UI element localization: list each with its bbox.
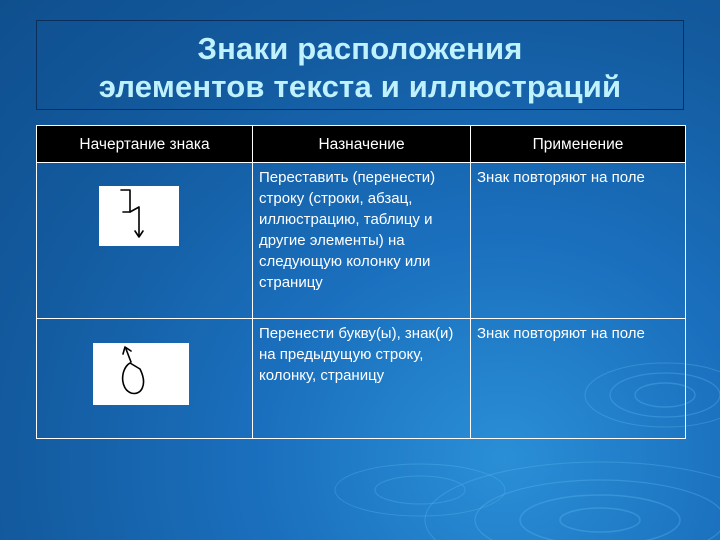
move-to-previous-line-icon [93, 343, 189, 405]
symbol-image-box [93, 343, 189, 405]
symbol-cell [37, 163, 253, 319]
header-symbol: Начертание знака [37, 126, 253, 163]
move-to-next-column-icon [99, 186, 179, 246]
title-line-1: Знаки расположения [197, 31, 523, 66]
symbol-image-box [99, 186, 179, 246]
usage-cell: Знак повторяют на поле [471, 163, 686, 319]
table-row [37, 319, 686, 439]
symbol-cell [37, 319, 253, 439]
header-usage: Применение [471, 126, 686, 163]
table-header-row [37, 126, 686, 163]
slide-title [36, 20, 684, 110]
usage-cell: Знак повторяют на поле [471, 319, 686, 439]
title-line-2: элементов текста и иллюстраций [98, 69, 622, 104]
signs-table [36, 125, 686, 439]
header-purpose: Назначение [253, 126, 471, 163]
table-row [37, 163, 686, 319]
purpose-cell: Перенести букву(ы), знак(и) на предыдущую строку, колонку, страницу [253, 319, 471, 439]
purpose-cell: Переставить (перенести) строку (строки, абзац, иллюстрацию, таблицу и другие элементы) на следующую колонку или страницу [253, 163, 471, 319]
